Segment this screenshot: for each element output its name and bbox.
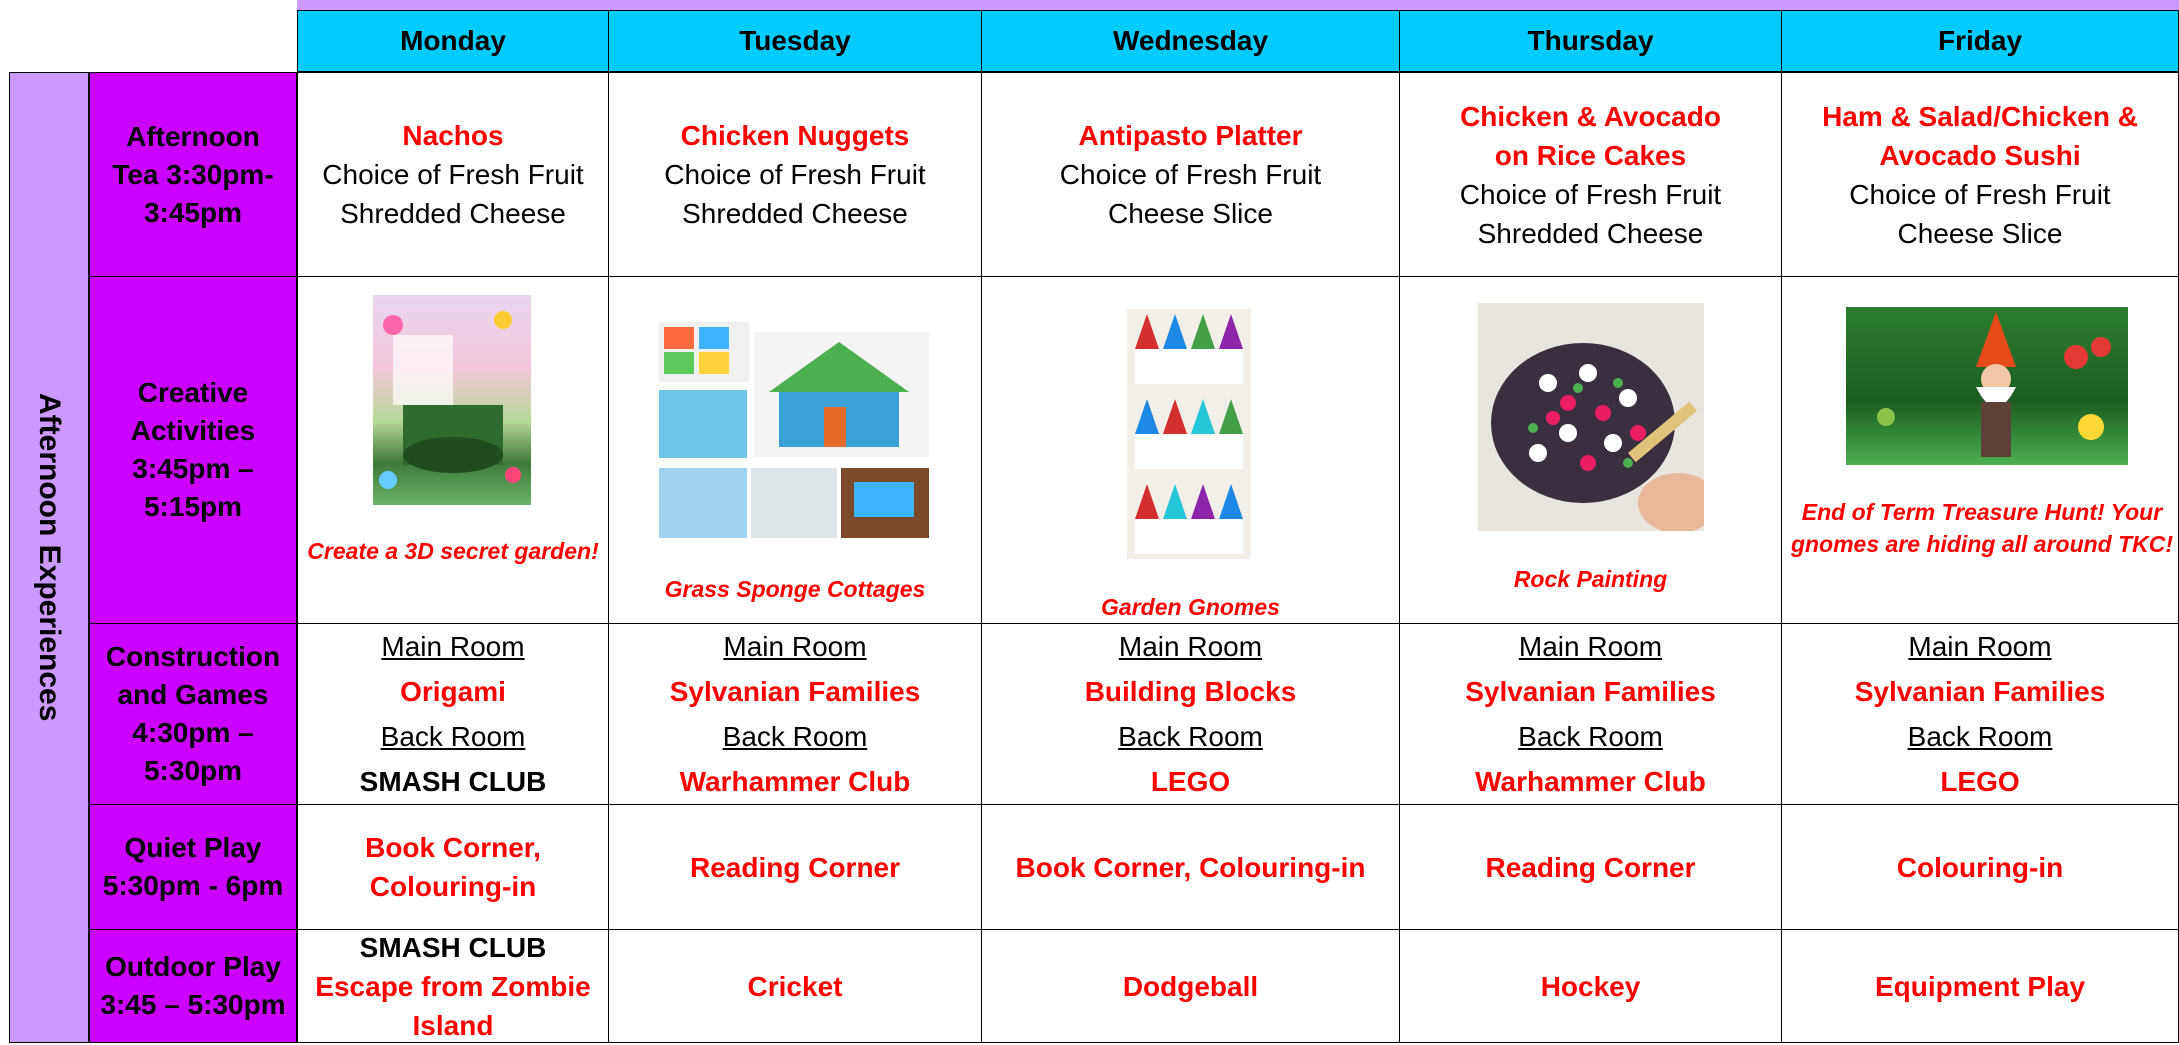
room-label: Back Room	[380, 721, 526, 752]
activity-label: LEGO	[1150, 766, 1231, 797]
tea-cell-friday	[1781, 72, 2179, 277]
room-label: Main Room	[1908, 631, 2052, 662]
row-label-creative: Creative Activities 3:45pm – 5:15pm	[89, 276, 297, 624]
outdoor-activity: Hockey	[1540, 970, 1641, 1002]
outdoor-activity: Equipment Play	[1874, 970, 2086, 1002]
construction-cell-thursday	[1399, 623, 1782, 805]
outdoor-cell-friday	[1781, 929, 2179, 1043]
tea-cell-tuesday	[608, 72, 982, 277]
quiet-activity: Reading Corner	[1485, 851, 1696, 883]
gnome-in-garden-photo	[1846, 307, 2128, 465]
outdoor-cell-wednesday	[981, 929, 1400, 1043]
tea-line: Shredded Cheese	[1477, 217, 1704, 249]
tea-line: Cheese Slice	[1897, 217, 2063, 249]
creative-caption: End of Term Treasure Hunt! Your gnomes are hiding all around TKC!	[1790, 499, 2174, 557]
tea-cell-wednesday	[981, 72, 1400, 277]
creative-cell-friday	[1781, 276, 2179, 624]
tea-line: Cheese Slice	[1108, 198, 1273, 229]
creative-caption: Garden Gnomes	[1101, 594, 1280, 620]
outdoor-activity: Cricket	[747, 970, 843, 1002]
room-label: Back Room	[722, 721, 868, 752]
quiet-cell-monday	[297, 804, 609, 930]
tea-line: Choice of Fresh Fruit	[1459, 178, 1722, 210]
garden-gnomes-photo	[1127, 309, 1251, 559]
outdoor-cell-tuesday	[608, 929, 982, 1043]
construction-cell-friday	[1781, 623, 2179, 805]
creative-cell-wednesday	[981, 276, 1400, 624]
tea-line: Choice of Fresh Fruit	[322, 159, 584, 190]
quiet-cell-friday	[1781, 804, 2179, 930]
room-label: Back Room	[1518, 721, 1663, 752]
quiet-activity: Reading Corner	[689, 851, 901, 883]
secret-garden-photo	[373, 295, 531, 505]
creative-caption: Rock Painting	[1513, 566, 1668, 592]
tea-title: Chicken Nuggets	[680, 120, 910, 151]
outdoor-extra: SMASH CLUB	[359, 931, 547, 963]
activity-label: Sylvanian Families	[1465, 676, 1716, 707]
row-label-construction: Construction and Games 4:30pm – 5:30pm	[89, 623, 297, 805]
quiet-cell-thursday	[1399, 804, 1782, 930]
construction-cell-tuesday	[608, 623, 982, 805]
creative-cell-thursday	[1399, 276, 1782, 624]
creative-caption: Create a 3D secret garden!	[307, 538, 599, 564]
construction-cell-monday	[297, 623, 609, 805]
activity-label: Building Blocks	[1084, 676, 1297, 707]
tea-line: Shredded Cheese	[682, 198, 908, 229]
room-label: Back Room	[1118, 721, 1263, 752]
room-label: Main Room	[723, 631, 867, 662]
tea-cell-monday	[297, 72, 609, 277]
room-label: Main Room	[1118, 631, 1263, 662]
activity-label: Origami	[400, 676, 506, 707]
creative-caption: Grass Sponge Cottages	[664, 576, 926, 602]
activity-label: Sylvanian Families	[1854, 676, 2106, 707]
tea-line: Choice of Fresh Fruit	[664, 159, 926, 190]
painted-rock-photo	[1478, 303, 1704, 531]
tea-title: Nachos	[402, 120, 504, 151]
outdoor-cell-monday	[297, 929, 609, 1043]
section-band	[9, 72, 89, 1043]
header-thursday: Thursday	[1399, 10, 1782, 72]
tea-cell-thursday	[1399, 72, 1782, 277]
activity-label: Warhammer Club	[679, 766, 911, 797]
header-tuesday: Tuesday	[608, 10, 982, 72]
construction-cell-wednesday	[981, 623, 1400, 805]
tea-line: Shredded Cheese	[340, 198, 566, 229]
room-label: Main Room	[381, 631, 525, 662]
quiet-cell-wednesday	[981, 804, 1400, 930]
creative-cell-monday	[297, 276, 609, 624]
quiet-activity: Colouring-in	[1896, 851, 2064, 883]
tea-title: Antipasto Platter	[1078, 120, 1303, 151]
outdoor-activity: Escape from Zombie Island	[315, 970, 591, 1041]
tea-line: Choice of Fresh Fruit	[1059, 159, 1322, 190]
quiet-activity: Book Corner, Colouring-in	[365, 832, 541, 902]
activity-label: Sylvanian Families	[669, 676, 921, 707]
row-label-afternoon-tea: Afternoon Tea 3:30pm- 3:45pm	[89, 72, 297, 277]
tea-title: Chicken & Avocado on Rice Cakes	[1460, 100, 1721, 171]
quiet-activity: Book Corner, Colouring-in	[1015, 851, 1366, 883]
outdoor-activity: Dodgeball	[1122, 970, 1259, 1002]
tea-title: Ham & Salad/Chicken & Avocado Sushi	[1822, 100, 2138, 171]
outdoor-cell-thursday	[1399, 929, 1782, 1043]
creative-cell-tuesday	[608, 276, 982, 624]
row-label-outdoor-play: Outdoor Play 3:45 – 5:30pm	[89, 929, 297, 1043]
header-monday: Monday	[297, 10, 609, 72]
header-wednesday: Wednesday	[981, 10, 1400, 72]
grass-sponge-cottage-photo	[659, 322, 929, 538]
room-label: Back Room	[1907, 721, 2053, 752]
activity-label: Warhammer Club	[1475, 766, 1706, 797]
section-title: Afternoon Experiences	[33, 393, 66, 722]
activity-label: LEGO	[1940, 766, 2020, 797]
activity-label: SMASH CLUB	[359, 766, 547, 797]
header-friday: Friday	[1781, 10, 2179, 72]
tea-line: Choice of Fresh Fruit	[1849, 178, 2111, 210]
quiet-cell-tuesday	[608, 804, 982, 930]
room-label: Main Room	[1518, 631, 1663, 662]
row-label-quiet-play: Quiet Play 5:30pm - 6pm	[89, 804, 297, 930]
